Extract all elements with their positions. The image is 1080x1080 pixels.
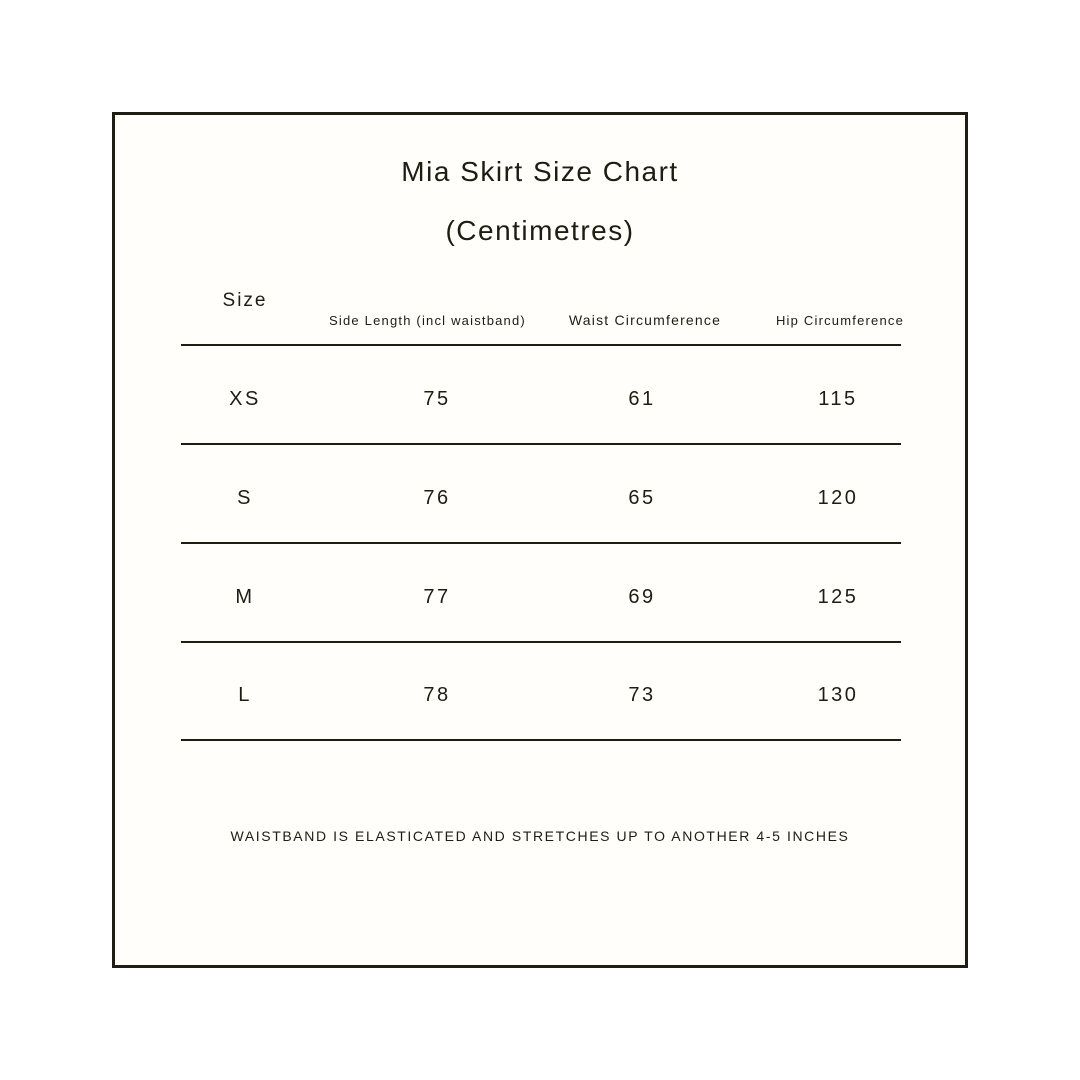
table-divider <box>181 641 901 643</box>
cell-side-length: 75 <box>423 388 451 410</box>
waistband-note: WAISTBAND IS ELASTICATED AND STRETCHES UP TO ANOTHER 4-5 INCHES <box>230 828 850 844</box>
table-divider <box>181 542 901 544</box>
cell-waist: 65 <box>628 487 656 509</box>
cell-waist: 73 <box>628 684 656 706</box>
table-row <box>115 487 965 517</box>
cell-hip: 120 <box>817 487 859 509</box>
header-hip-circumference: Hip Circumference <box>775 313 905 328</box>
cell-side-length: 78 <box>423 684 451 706</box>
table-divider <box>181 443 901 445</box>
header-size: Size <box>222 290 268 311</box>
header-side-length: Side Length (incl waistband) <box>329 313 526 328</box>
table-row <box>115 684 965 714</box>
chart-unit-subtitle: (Centimetres) <box>445 215 635 246</box>
cell-size: S <box>237 487 253 509</box>
cell-hip: 115 <box>818 388 858 410</box>
table-row <box>115 586 965 616</box>
table-divider <box>181 344 901 346</box>
cell-side-length: 77 <box>423 586 451 608</box>
cell-size: L <box>238 684 252 706</box>
cell-waist: 69 <box>628 586 656 608</box>
cell-size: XS <box>229 388 261 410</box>
cell-side-length: 76 <box>423 487 451 509</box>
cell-size: M <box>235 586 255 608</box>
cell-waist: 61 <box>628 388 656 410</box>
cell-hip: 130 <box>817 684 859 706</box>
cell-hip: 125 <box>817 586 859 608</box>
chart-title: Mia Skirt Size Chart <box>401 156 679 187</box>
header-waist-circumference: Waist Circumference <box>568 312 722 328</box>
table-divider <box>181 739 901 741</box>
size-chart-card <box>112 112 968 968</box>
table-row <box>115 388 965 418</box>
